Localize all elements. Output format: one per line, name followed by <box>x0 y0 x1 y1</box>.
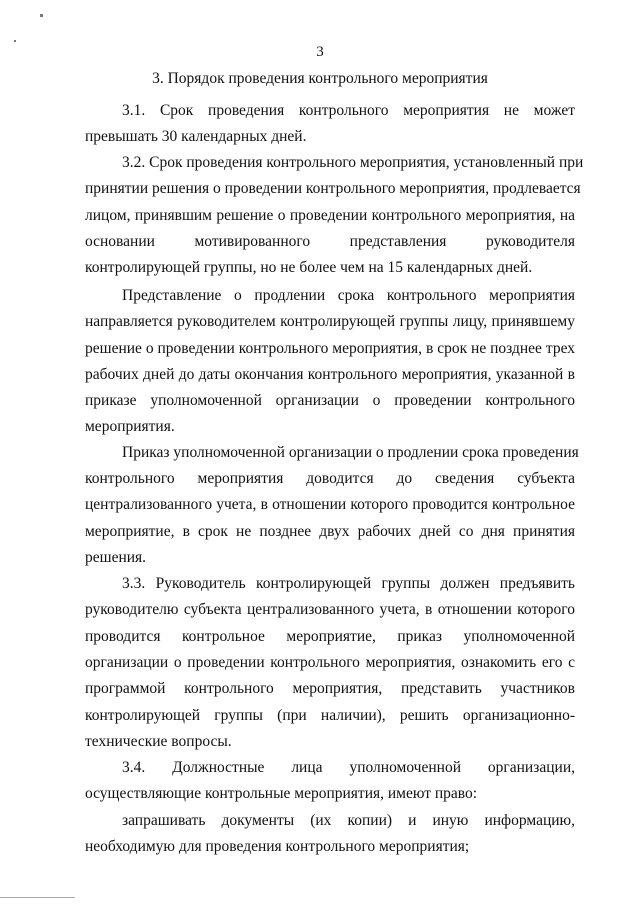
text-line: принятии решения о проведении контрольного мероприятия, продлевается <box>85 180 581 197</box>
text-line: направляется руководителем контролирующей группы лицу, принявшему <box>85 313 575 330</box>
text-line: запрашивать документы (их копии) и иную информацию, <box>122 812 575 829</box>
text-line: технические вопросы. <box>85 733 232 750</box>
scan-mark-left <box>14 40 16 42</box>
text-line: централизованного учета, в отношении которого проводится контрольное <box>85 496 575 513</box>
scan-mark-bottom <box>0 897 75 898</box>
text-line: осуществляющие контрольные мероприятия, имеют право: <box>85 785 478 802</box>
scan-mark-top <box>40 14 43 17</box>
text-line: руководителю субъекта централизованного учета, в отношении которого <box>85 601 575 618</box>
text-line: контрольного мероприятия доводится до сведения субъекта <box>85 470 575 487</box>
text-line: контролирующей группы (при наличии), решить организационно- <box>85 707 575 724</box>
text-line: необходимую для проведения контрольного мероприятия; <box>85 838 470 855</box>
text-line: контролирующей группы, но не более чем на 15 календарных дней. <box>85 259 533 276</box>
text-line: 3.4. Должностные лица уполномоченной организации, <box>122 759 575 776</box>
text-line: превышать 30 календарных дней. <box>85 128 307 145</box>
text-line: приказе уполномоченной организации о проведении контрольного <box>85 392 575 409</box>
text-line: Приказ уполномоченной организации о продлении срока проведения <box>122 444 579 461</box>
text-line: решения. <box>85 549 147 566</box>
text-line: мероприятия. <box>85 418 175 435</box>
page-number: 3 <box>316 44 324 60</box>
text-line: 3.3. Руководитель контролирующей группы должен предъявить <box>122 575 575 592</box>
text-line: мероприятие, в срок не позднее двух рабочих дней со дня принятия <box>85 523 575 540</box>
text-line: 3.1. Срок проведения контрольного мероприятия не может <box>122 102 575 119</box>
text-line: программой контрольного мероприятия, представить участников <box>85 680 575 697</box>
text-line: основании мотивированного представления руководителя <box>85 233 575 250</box>
text-line: решение о проведении контрольного мероприятия, в срок не позднее трех <box>85 340 575 357</box>
text-line: организации о проведении контрольного мероприятия, ознакомить его с <box>85 654 575 671</box>
text-line: рабочих дней до даты окончания контрольного мероприятия, указанной в <box>85 366 575 383</box>
text-line: 3.2. Срок проведения контрольного мероприятия, установленный при <box>122 154 584 171</box>
text-line: проводится контрольное мероприятие, приказ уполномоченной <box>85 628 575 645</box>
text-line: Представление о продлении срока контрольного мероприятия <box>122 287 575 304</box>
section-heading: 3. Порядок проведения контрольного мероприятия <box>152 70 488 87</box>
text-line: лицом, принявшим решение о проведении контрольного мероприятия, на <box>85 207 575 224</box>
